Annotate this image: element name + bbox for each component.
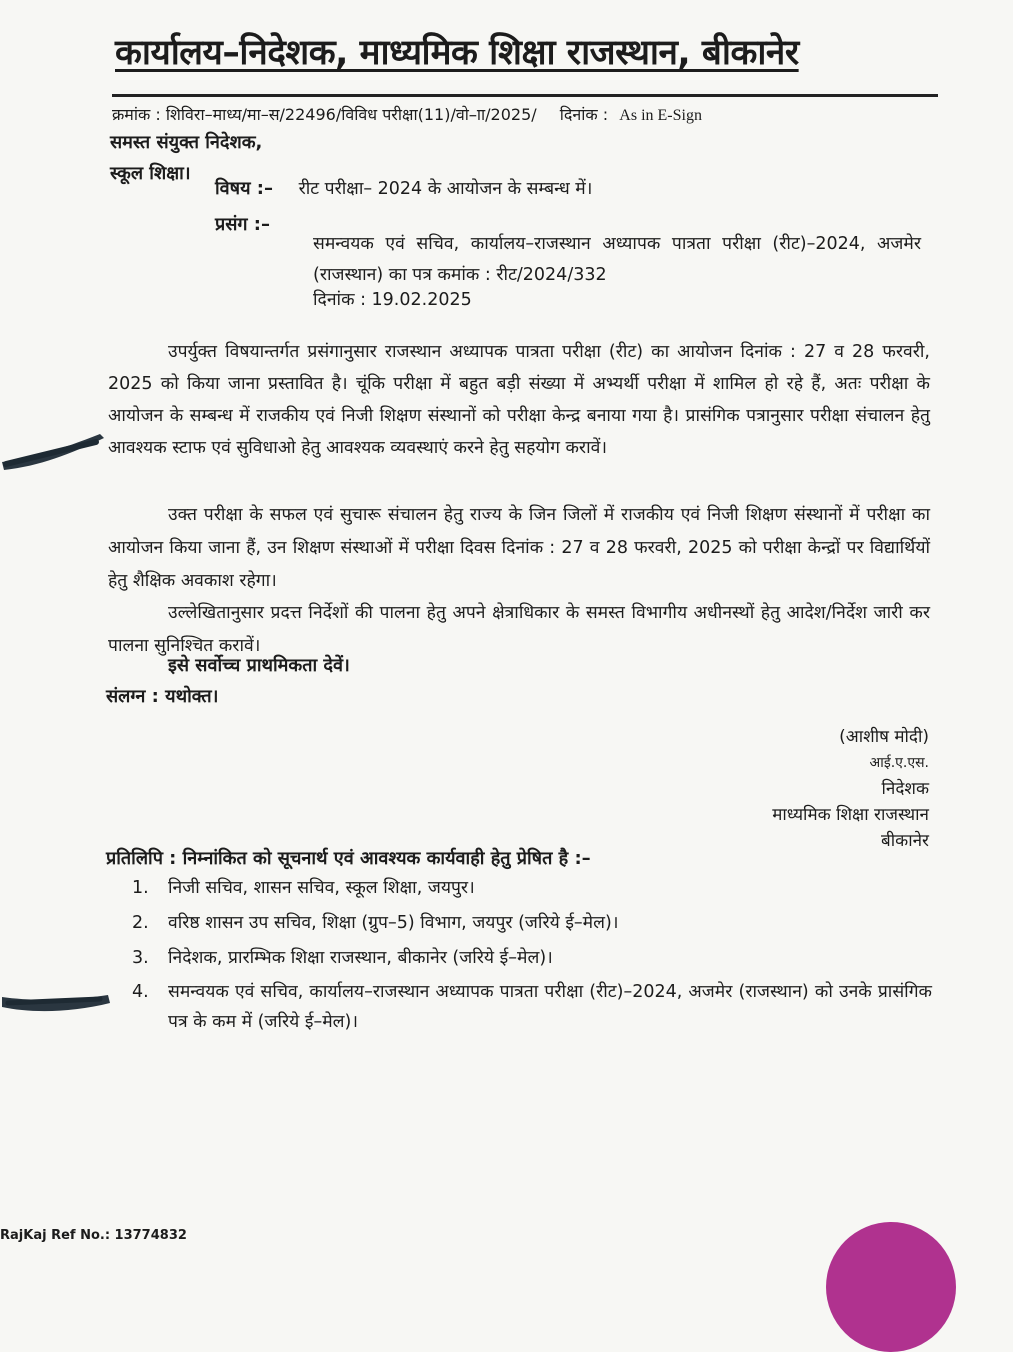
context-date: दिनांक : 19.02.2025 (313, 290, 472, 310)
list-item-number: 2. (132, 913, 149, 933)
corner-circle-decoration (826, 1222, 956, 1352)
body-paragraph-2: उक्त परीक्षा के सफल एवं सुचारू संचालन हेतु राज्य के जिन जिलों में राजकीय एवं निजी शिक्षण संस्थानों में परीक्षा का आयोजन किया जाना हैं, उन शिक्षण संस्थाओं में परीक्षा दिवस दिनांक : 27 व 28 फरवरी, 2025 को परीक्षा केन्द्रों पर विद्यार्थियों हेतु शैक्षिक अवकाश रहेगा। (108, 505, 930, 591)
signatory-name: (आशीष मोदी) (839, 727, 929, 747)
list-item-text: निदेशक, प्रारम्भिक शिक्षा राजस्थान, बीकानेर (जरिये ई–मेल)। (168, 948, 553, 968)
priority-note: इसे सर्वोच्च प्राथमिकता देवें। (168, 655, 350, 676)
list-item-text: वरिष्ठ शासन उप सचिव, शिक्षा (ग्रुप–5) विभाग, जयपुर (जरिये ई–मेल)। (168, 913, 619, 933)
subject-label: विषय :– (215, 178, 273, 199)
addressee-line-1: समस्त संयुक्त निदेशक, (110, 132, 263, 153)
pen-mark-upper (0, 424, 120, 474)
enclosure-note: संलग्न : यथोक्त। (106, 686, 219, 707)
list-item-text: समन्वयक एवं सचिव, कार्यालय–राजस्थान अध्यापक पात्रता परीक्षा (रीट)–2024, अजमेर (राजस्थान) को उनके प्रासंगिक पत्र के कम में (जरिये ई–मेल)। (168, 982, 932, 1032)
reference-date-value: As in E-Sign (619, 107, 702, 124)
list-item-number: 4. (132, 982, 149, 1002)
body-paragraph-1: उपर्युक्त विषयान्तर्गत प्रसंगानुसार राजस्थान अध्यापक पात्रता परीक्षा (रीट) का आयोजन दिनांक : 27 व 28 फरवरी, 2025 को किया जाना प्रस्तावित है। चूंकि परीक्षा में बहुत बड़ी संख्या में अभ्यर्थी परीक्षा में शामिल हो रहे हैं, अतः परीक्षा के आयोजन के सम्बन्ध में राजकीय एवं निजी शिक्षण संस्थानों को परीक्षा केन्द्र बनाया गया है। प्रासंगिक पत्रानुसार परीक्षा संचालन हेतु आवश्यक स्टाफ एवं सुविधाओ हेतु आवश्यक व्यवस्थाएं करने हेतु सहयोग करावें। (108, 342, 930, 458)
copy-list (132, 872, 932, 1037)
copy-heading: प्रतिलिपि : निम्नांकित को सूचनार्थ एवं आवश्यक कार्यवाही हेतु प्रेषित है :– (106, 848, 591, 869)
body-paragraph-3: उल्लेखितानुसार प्रदत्त निर्देशों की पालना हेतु अपने क्षेत्राधिकार के समस्त विभागीय अधीनस्थों हेतु आदेश/निर्देश जारी कर पालना सुनिश्चित करावें। (108, 603, 930, 656)
signatory-designation: निदेशक (881, 779, 929, 799)
reference-line (112, 103, 702, 125)
list-item-number: 3. (132, 948, 149, 968)
list-item (132, 942, 932, 975)
reference-number: क्रमांक : शिविरा–माध्य/मा–स/22496/विविध परीक्षा(11)/वो–ाा/2025/ (112, 105, 537, 124)
context-label: प्रसंग :– (215, 214, 271, 235)
pen-mark-lower (0, 983, 115, 1023)
list-item (132, 977, 932, 1037)
list-item-text: निजी सचिव, शासन सचिव, स्कूल शिक्षा, जयपुर। (168, 878, 475, 898)
context-text: समन्वयक एवं सचिव, कार्यालय–राजस्थान अध्यापक पात्रता परीक्षा (रीट)–2024, अजमेर (राजस्थान) का पत्र कमांक : रीट/2024/332 (313, 234, 921, 285)
subject-row (215, 176, 592, 200)
rajkaj-reference: RajKaj Ref No.: 13774832 (0, 1228, 187, 1243)
addressee-line-2: स्कूल शिक्षा। (110, 163, 191, 184)
signatory-service: आई.ए.एस. (869, 755, 929, 771)
letterhead-rule (112, 94, 938, 97)
list-item (132, 872, 932, 905)
signatory-place: बीकानेर (881, 831, 929, 851)
signature-block (772, 724, 929, 854)
list-item-number: 1. (132, 878, 149, 898)
list-item (132, 907, 932, 940)
signatory-department: माध्यमिक शिक्षा राजस्थान (772, 805, 929, 825)
letterhead-title: कार्यालय–निदेशक, माध्यमिक शिक्षा राजस्थान, बीकानेर (115, 33, 799, 73)
subject-text: रीट परीक्षा– 2024 के आयोजन के सम्बन्ध में। (298, 179, 593, 199)
reference-date-label: दिनांक : (559, 105, 609, 124)
